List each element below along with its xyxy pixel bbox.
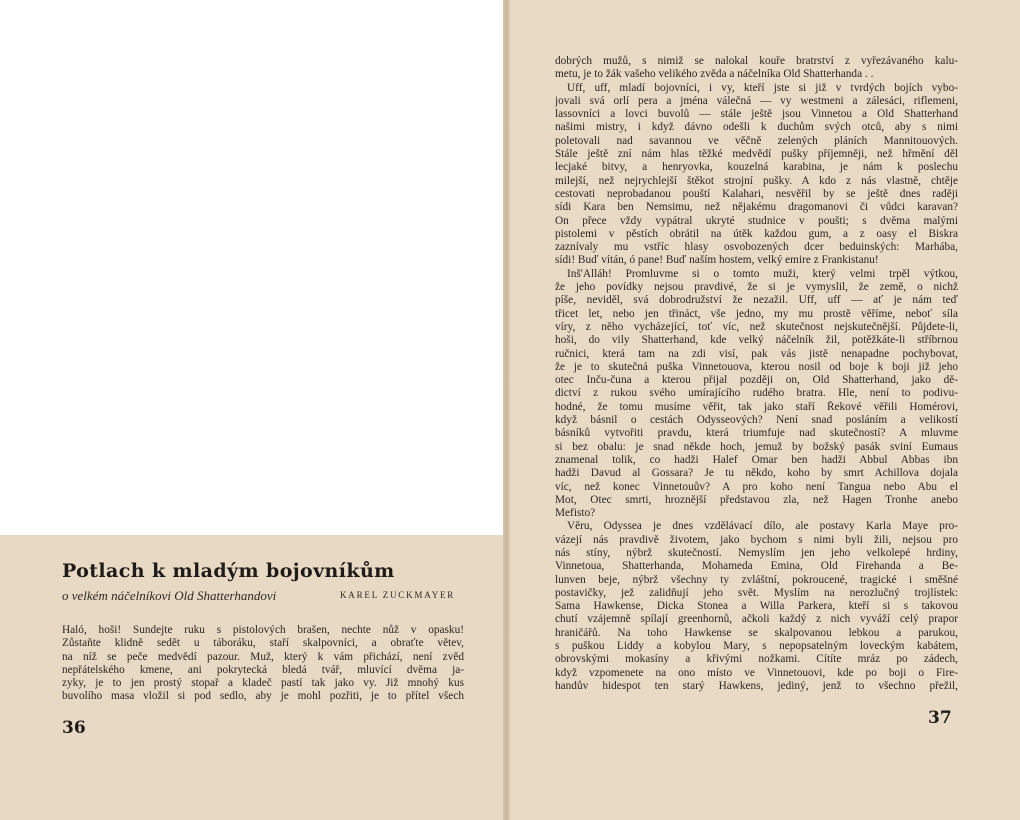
text-line: Mefisto? [555, 507, 596, 520]
text-line: otec Inču-čuna a kterou přijal později on, Old Shatterhand, jako dě- [555, 374, 958, 387]
text-line: lunven beje, nýbrž všechny ty zvláštní, pokroucené, tragické i směšné [555, 573, 958, 586]
text-line: vázejí nás pravdivě životem, jako bychom s nimi byli žili, nejsou pro [555, 533, 958, 546]
page-number-right: 37 [928, 708, 952, 728]
text-line: dobrých mužů, s nimiž se nalokal kouře bratrství z vyřezávaného kalu- [555, 55, 958, 67]
text-line: s puškou Liddy a kobylou Mary, s nepopsatelným loveckým kabátem, [555, 640, 958, 653]
text-line: sídi! Buď vítán, ó pane! Buď naším hostem, velký emire z Frankistanu! [555, 254, 879, 267]
article-author: KAREL ZUCKMAYER [340, 590, 456, 600]
text-line: nás stíny, nýbrž skutečností. Nemyslím jen jeho velkolepé hrdiny, [555, 546, 958, 559]
text-line: si bez obalu: je snad někde hoch, jemuž by božský pasák sviní Eumaus [555, 440, 958, 453]
text-line: když básnil o cestách Odysseových? Není snad posláním a velikostí [555, 414, 958, 427]
text-line: Haló, hoši! Sundejte ruku s pistolových brašen, nechte nůž v opasku! [62, 624, 464, 636]
text-line: lassovníci a lovci buvolů — stále ještě jsou Vinnetou a Old Shatterhand [555, 108, 958, 121]
text-line: postavičky, jež zalidňují jeho svět. Myslím na nerozlučný trojlístek: [555, 586, 958, 599]
text-line: sídi Kara ben Nemsimu, než nějakému dragomanovi či vůdci karavan? [555, 201, 958, 214]
book-gutter [503, 0, 510, 820]
text-line: hraničářů. Na toho Hawkense se skalpovanou lebkou a parukou, [555, 626, 958, 639]
text-line: Věru, Odyssea je dnes vzdělávací dílo, ale postavy Karla Maye pro- [567, 520, 958, 533]
text-line: lecjaké bitvy, a henryovka, kouzelná karabina, je nám k poslechu [555, 161, 958, 174]
text-line: na níž se peče medvědí pazour. Muž, který k vám přichází, není zvěd [62, 650, 464, 663]
text-line: hadži Davud al Gossara? Je tu někdo, koho by smrt Achillova dojala [555, 467, 958, 480]
text-line: třicet let, nebo jen třináct, vše jedno, my mu prostě věříme, neboť síla [555, 307, 958, 320]
text-line: zyky, je to jen prostý stopař a kladeč pastí tak jako vy. Již mnohý kus [62, 677, 464, 690]
text-line: víry, z něho vycházející, toť víc, než skutečnost nejskutečnější. Půjdete-li, [555, 320, 958, 333]
text-line: našimi mistry, i když dávno odešli k duchům svých otců, aby s nimi [555, 121, 958, 134]
text-line: Sama Hawkense, Dicka Stonea a Willa Parkera, kteří si s takovou [555, 600, 958, 613]
text-line: znamenal tolik, co hadži Halef Omar ben hadži Abbul Abbas ibn [555, 453, 958, 466]
text-line: milejší, než nejrychlejší štěkot strojní pušky. A kdo z nás vlastně, chtěje [555, 174, 958, 187]
left-body-text [62, 624, 464, 704]
text-line: buvolího masa vložil si pod sedlo, aby je mohl pozřiti, je to přítel všech [62, 690, 464, 703]
text-line: On přece vždy vypátral ukryté studnice v poušti; s dvěma malými [555, 214, 958, 227]
text-line: chutí vzájemně spílají greenhornů, ačkoli každý z nich vyváží celý prapor [555, 613, 958, 626]
text-line: pistolemi v pěstích obrátil na útěk každou gum, a z oasy el Biskra [555, 227, 958, 240]
text-line: když vzpomenete na ono místo ve Vinnetouovi, kde po boji o Fire- [555, 666, 958, 679]
article-subtitle: o velkém náčelníkovi Old Shatterhandovi [62, 588, 277, 603]
text-line: poletovali nad savannou ve věčně zelených pláních Mannitouových. [555, 134, 958, 147]
text-line: víc, než konec Vinnetouův? A pro koho není Tangua nebo Abu el [555, 480, 958, 493]
text-line: cestovati neprobadanou pouští Kalahari, nesvěřil by se ještě dnes raději [555, 187, 958, 200]
text-line: Inš'Alláh! Promluvme si o tomto muži, který velmi trpěl výtkou, [567, 267, 958, 280]
text-line: Vinnetoua, Shatterhanda, Mohameda Emina, Old Firehanda a Be- [555, 560, 958, 573]
text-line: básníků vytvořiti pravdu, která triumfuje nad skutečností? A mluvme [555, 427, 958, 440]
text-line: ručnici, která tam na zdi visí, pak vás jistě nenapadne pochybovat, [555, 347, 958, 360]
text-line: nepřátelského kmene, ani pokrytecká bledá tvář, mluvící dvěma ja- [62, 663, 464, 676]
text-line: jovali svá orlí pera a jména válečná — vy westmeni a zálesáci, riflemeni, [555, 94, 958, 107]
text-line: píše, neviděl, svá dobrodružství že nezažil. Uff, uff — ať je nám teď [555, 294, 958, 307]
text-line: Stále ještě zní nám hlas těžké medvědí pušky příjemněji, než hřmění děl [555, 148, 958, 161]
text-line: zaznívaly mu vstříc hlasy osvobozených dcer beduinských: Marhába, [555, 241, 958, 254]
text-line: handův hidespot ten starý Hawkens, jediný, jenž to všechno přežil, [555, 679, 958, 692]
text-line: obrovskými mokasíny a křivými nožkami. Cítíte mráz po zádech, [555, 653, 958, 666]
text-line: Uff, uff, mladí bojovníci, i vy, kteří jste si již v tvrdých bojích vybo- [567, 81, 958, 94]
text-line: hoši, do vily Shatterhand, kde velký náčelník žil, potěžkáte-li stříbrnou [555, 334, 958, 347]
text-line: že je to skutečná puška Vinnetouova, kterou nosil od boje k boji již jeho [555, 360, 958, 373]
text-line: Zůstaňte klidně sedět u táboráku, staří skalpovníci, a obraťte větev, [62, 637, 464, 650]
text-line: Mot, Otec smrti, hroznější představou zla, než Hagen Tronhe anebo [555, 493, 958, 506]
text-line: že jeho povídky nejsou pravdivé, že si je vymyslil, že země, o nichž [555, 281, 958, 294]
text-line: metu, je to žák vašeho velikého zvěda a náčelníka Old Shatterhanda . . [555, 68, 874, 81]
right-body-text [555, 55, 958, 693]
page-number-left: 36 [62, 718, 86, 738]
text-line: hodné, že tomu musíme věřit, tak jako staří Řekové věřili Homérovi, [555, 400, 958, 413]
article-title: Potlach k mladým bojovníkům [62, 560, 395, 582]
text-line: dictví z rukou svého umírajícího rudého bratra. Hle, není to podivu- [555, 387, 958, 400]
